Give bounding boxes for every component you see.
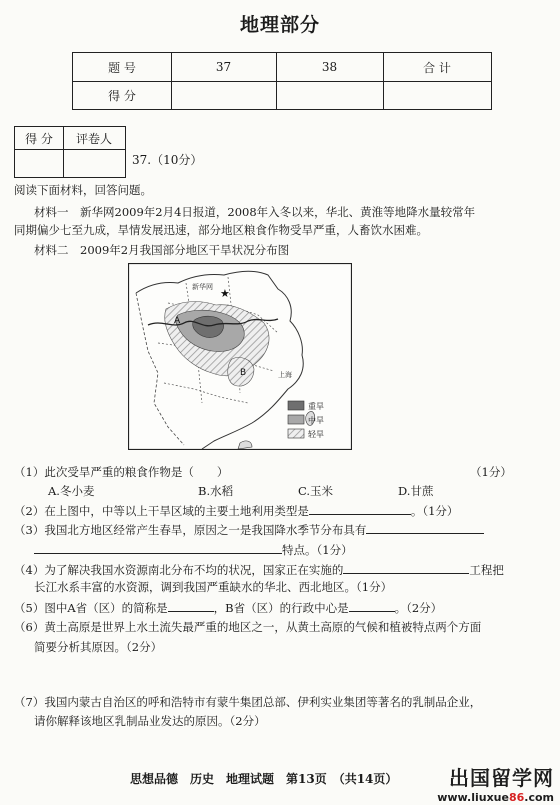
watermark-url: www.liuxue86.com bbox=[437, 791, 554, 804]
q3-answer-blank-2[interactable] bbox=[34, 542, 282, 554]
legend-swatch-severe bbox=[288, 401, 304, 410]
score-cell-q38[interactable] bbox=[276, 81, 383, 109]
header-q37: 37 bbox=[215, 60, 232, 74]
score-table bbox=[72, 52, 492, 110]
q2-answer-blank[interactable] bbox=[309, 503, 411, 515]
q2-text: （2）在上图中，中等以上干旱区域的主要土地利用类型是 bbox=[14, 504, 309, 518]
q5-answer-blank-a[interactable] bbox=[168, 600, 214, 612]
header-question-no: 题 号 bbox=[108, 60, 136, 75]
legend-label-severe: 重旱 bbox=[308, 402, 324, 411]
map-label-shanghai: 上海 bbox=[278, 371, 292, 379]
q1-points: （1分） bbox=[470, 465, 512, 479]
q7-line1: （7）我国内蒙古自治区的呼和浩特市有蒙牛集团总部、伊利实业集团等著名的乳制品企业， bbox=[14, 695, 482, 709]
q4-line1 bbox=[14, 562, 504, 577]
q4-text: （4）为了解决我国水资源南北分布不均的状况，国家正在实施的 bbox=[14, 563, 344, 577]
score-cell-total[interactable] bbox=[383, 81, 491, 109]
q1-option-a[interactable]: A.冬小麦 bbox=[48, 484, 95, 498]
q3-answer-blank-1[interactable] bbox=[366, 522, 484, 534]
q5-line bbox=[14, 600, 442, 615]
material1-line1: 材料一 新华网2009年2月4日报道，2008年入冬以来，华北、黄淮等地降水量较常年 bbox=[34, 205, 476, 219]
page-footer: 思想品德 历史 地理试题 第13页 （共14页） bbox=[130, 772, 398, 786]
q1-option-d[interactable]: D.甘蔗 bbox=[398, 484, 434, 498]
q3-line2 bbox=[34, 542, 353, 557]
header-q38: 38 bbox=[321, 60, 338, 74]
watermark-logo bbox=[437, 762, 554, 804]
map-label-river: 新华网 bbox=[192, 283, 213, 291]
q4-line2: 长江水系丰富的水资源，调到我国严重缺水的华北、西北地区。（1分） bbox=[34, 580, 393, 594]
q1-option-b[interactable]: B.水稻 bbox=[198, 484, 234, 498]
q5-text-1: （5）图中A省（区）的简称是 bbox=[14, 601, 168, 615]
grader-box bbox=[14, 126, 126, 178]
page-title: 地理部分 bbox=[239, 14, 320, 36]
capital-star-icon: ★ bbox=[220, 287, 230, 300]
legend-swatch-medium bbox=[288, 415, 304, 424]
q1-stem: （1）此次受旱严重的粮食作物是（ ） bbox=[14, 465, 229, 479]
q6-line2: 简要分析其原因。（2分） bbox=[34, 640, 163, 654]
legend-label-light: 轻旱 bbox=[308, 430, 324, 439]
q5-answer-blank-b[interactable] bbox=[349, 600, 395, 612]
instruction: 阅读下面材料，回答问题。 bbox=[14, 183, 152, 197]
grader-name-cell[interactable] bbox=[63, 149, 125, 177]
legend-label-medium: 中旱 bbox=[308, 416, 324, 425]
q3-text: （3）我国北方地区经常产生春旱，原因之一是我国降水季节分布具有 bbox=[14, 523, 367, 537]
material2-caption: 材料二 2009年2月我国部分地区干旱状况分布图 bbox=[34, 243, 290, 257]
q5-text-3: 。（2分） bbox=[394, 601, 443, 615]
grader-score-label: 得 分 bbox=[25, 131, 53, 146]
material1-line2: 同期偏少七至九成，旱情发展迅速，部分地区粮食作物受旱严重，人畜饮水困难。 bbox=[14, 223, 428, 237]
legend-swatch-light bbox=[288, 429, 304, 438]
drought-map bbox=[128, 263, 352, 450]
q7-line2: 请你解释该地区乳制品业发达的原因。（2分） bbox=[34, 714, 266, 728]
score-cell-q37[interactable] bbox=[171, 81, 276, 109]
q5-text-2: ，B省（区）的行政中心是 bbox=[213, 601, 349, 615]
q3-points: 特点。（1分） bbox=[282, 543, 353, 557]
grader-score-cell[interactable] bbox=[15, 149, 63, 177]
q2-points: 。（1分） bbox=[410, 504, 459, 518]
question-number: 37.（10分） bbox=[132, 153, 203, 167]
q1-option-c[interactable]: C.玉米 bbox=[298, 484, 334, 498]
header-total: 合 计 bbox=[423, 60, 451, 75]
map-label-a: A bbox=[174, 316, 181, 326]
grader-name-label: 评卷人 bbox=[75, 131, 112, 146]
q2-line bbox=[14, 503, 458, 518]
q4-text-end: 工程把 bbox=[469, 563, 504, 577]
watermark-cn: 出国留学网 bbox=[449, 766, 554, 790]
row-score-label: 得 分 bbox=[108, 88, 136, 103]
map-label-b: B bbox=[240, 368, 247, 378]
q4-answer-blank[interactable] bbox=[343, 562, 469, 574]
q6-line1: （6）黄土高原是世界上水土流失最严重的地区之一，从黄土高原的气候和植被特点两个方面 bbox=[14, 620, 482, 634]
q3-line1 bbox=[14, 522, 484, 537]
